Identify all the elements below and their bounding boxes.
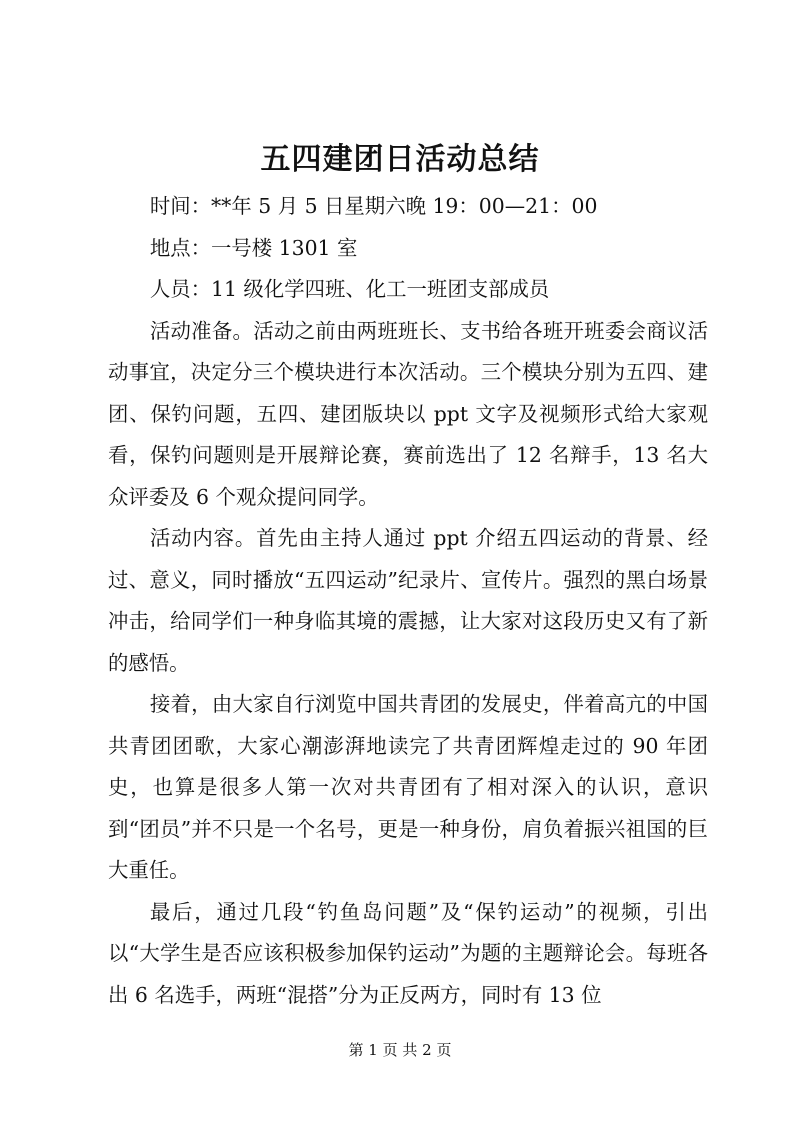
league-history-paragraph: 接着，由大家自行浏览中国共青团的发展史，伴着高亢的中国共青团团歌，大家心潮澎湃地读完了共青团辉煌走过的 90 年团史，也算是很多人第一次对共青团有了相对深入的认识，意识到“团员”并不只是一个名号，更是一种身份，肩负着振兴祖国的巨大重任。 xyxy=(108,692,708,882)
page-number: 第 1 页 共 2 页 xyxy=(348,1041,452,1059)
debate-paragraph: 最后，通过几段“钓鱼岛问题”及“保钓运动”的视频，引出以“大学生是否应该积极参加保钓运动”为题的主题辩论会。每班各出 6 名选手，两班“混搭”分为正反两方，同时有 13 位 xyxy=(108,899,708,1007)
time-line: 时间：**年 5 月 5 日星期六晚 19：00—21：00 xyxy=(149,194,598,218)
document-body xyxy=(108,186,708,1016)
location-line: 地点：一号楼 1301 室 xyxy=(149,235,358,260)
participants-line: 人员：11 级化学四班、化工一班团支部成员 xyxy=(149,277,550,301)
preparation-paragraph: 活动准备。活动之前由两班班长、支书给各班开班委会商议活动事宜，决定分三个模块进行本次活动。三个模块分别为五四、建团、保钓问题，五四、建团版块以 ppt 文字及视频形式给大家观看，保钓问题则是开展辩论赛，赛前选出了 12 名辩手，13 名大众评委及 6 个观众提问同学。 xyxy=(108,318,708,509)
content-paragraph: 活动内容。首先由主持人通过 ppt 介绍五四运动的背景、经过、意义，同时播放“五四运动”纪录片、宣传片。强烈的黑白场景冲击，给同学们一种身临其境的震撼，让大家对这段历史又有了新的感悟。 xyxy=(108,526,708,675)
document-title: 五四建团日活动总结 xyxy=(260,142,540,177)
